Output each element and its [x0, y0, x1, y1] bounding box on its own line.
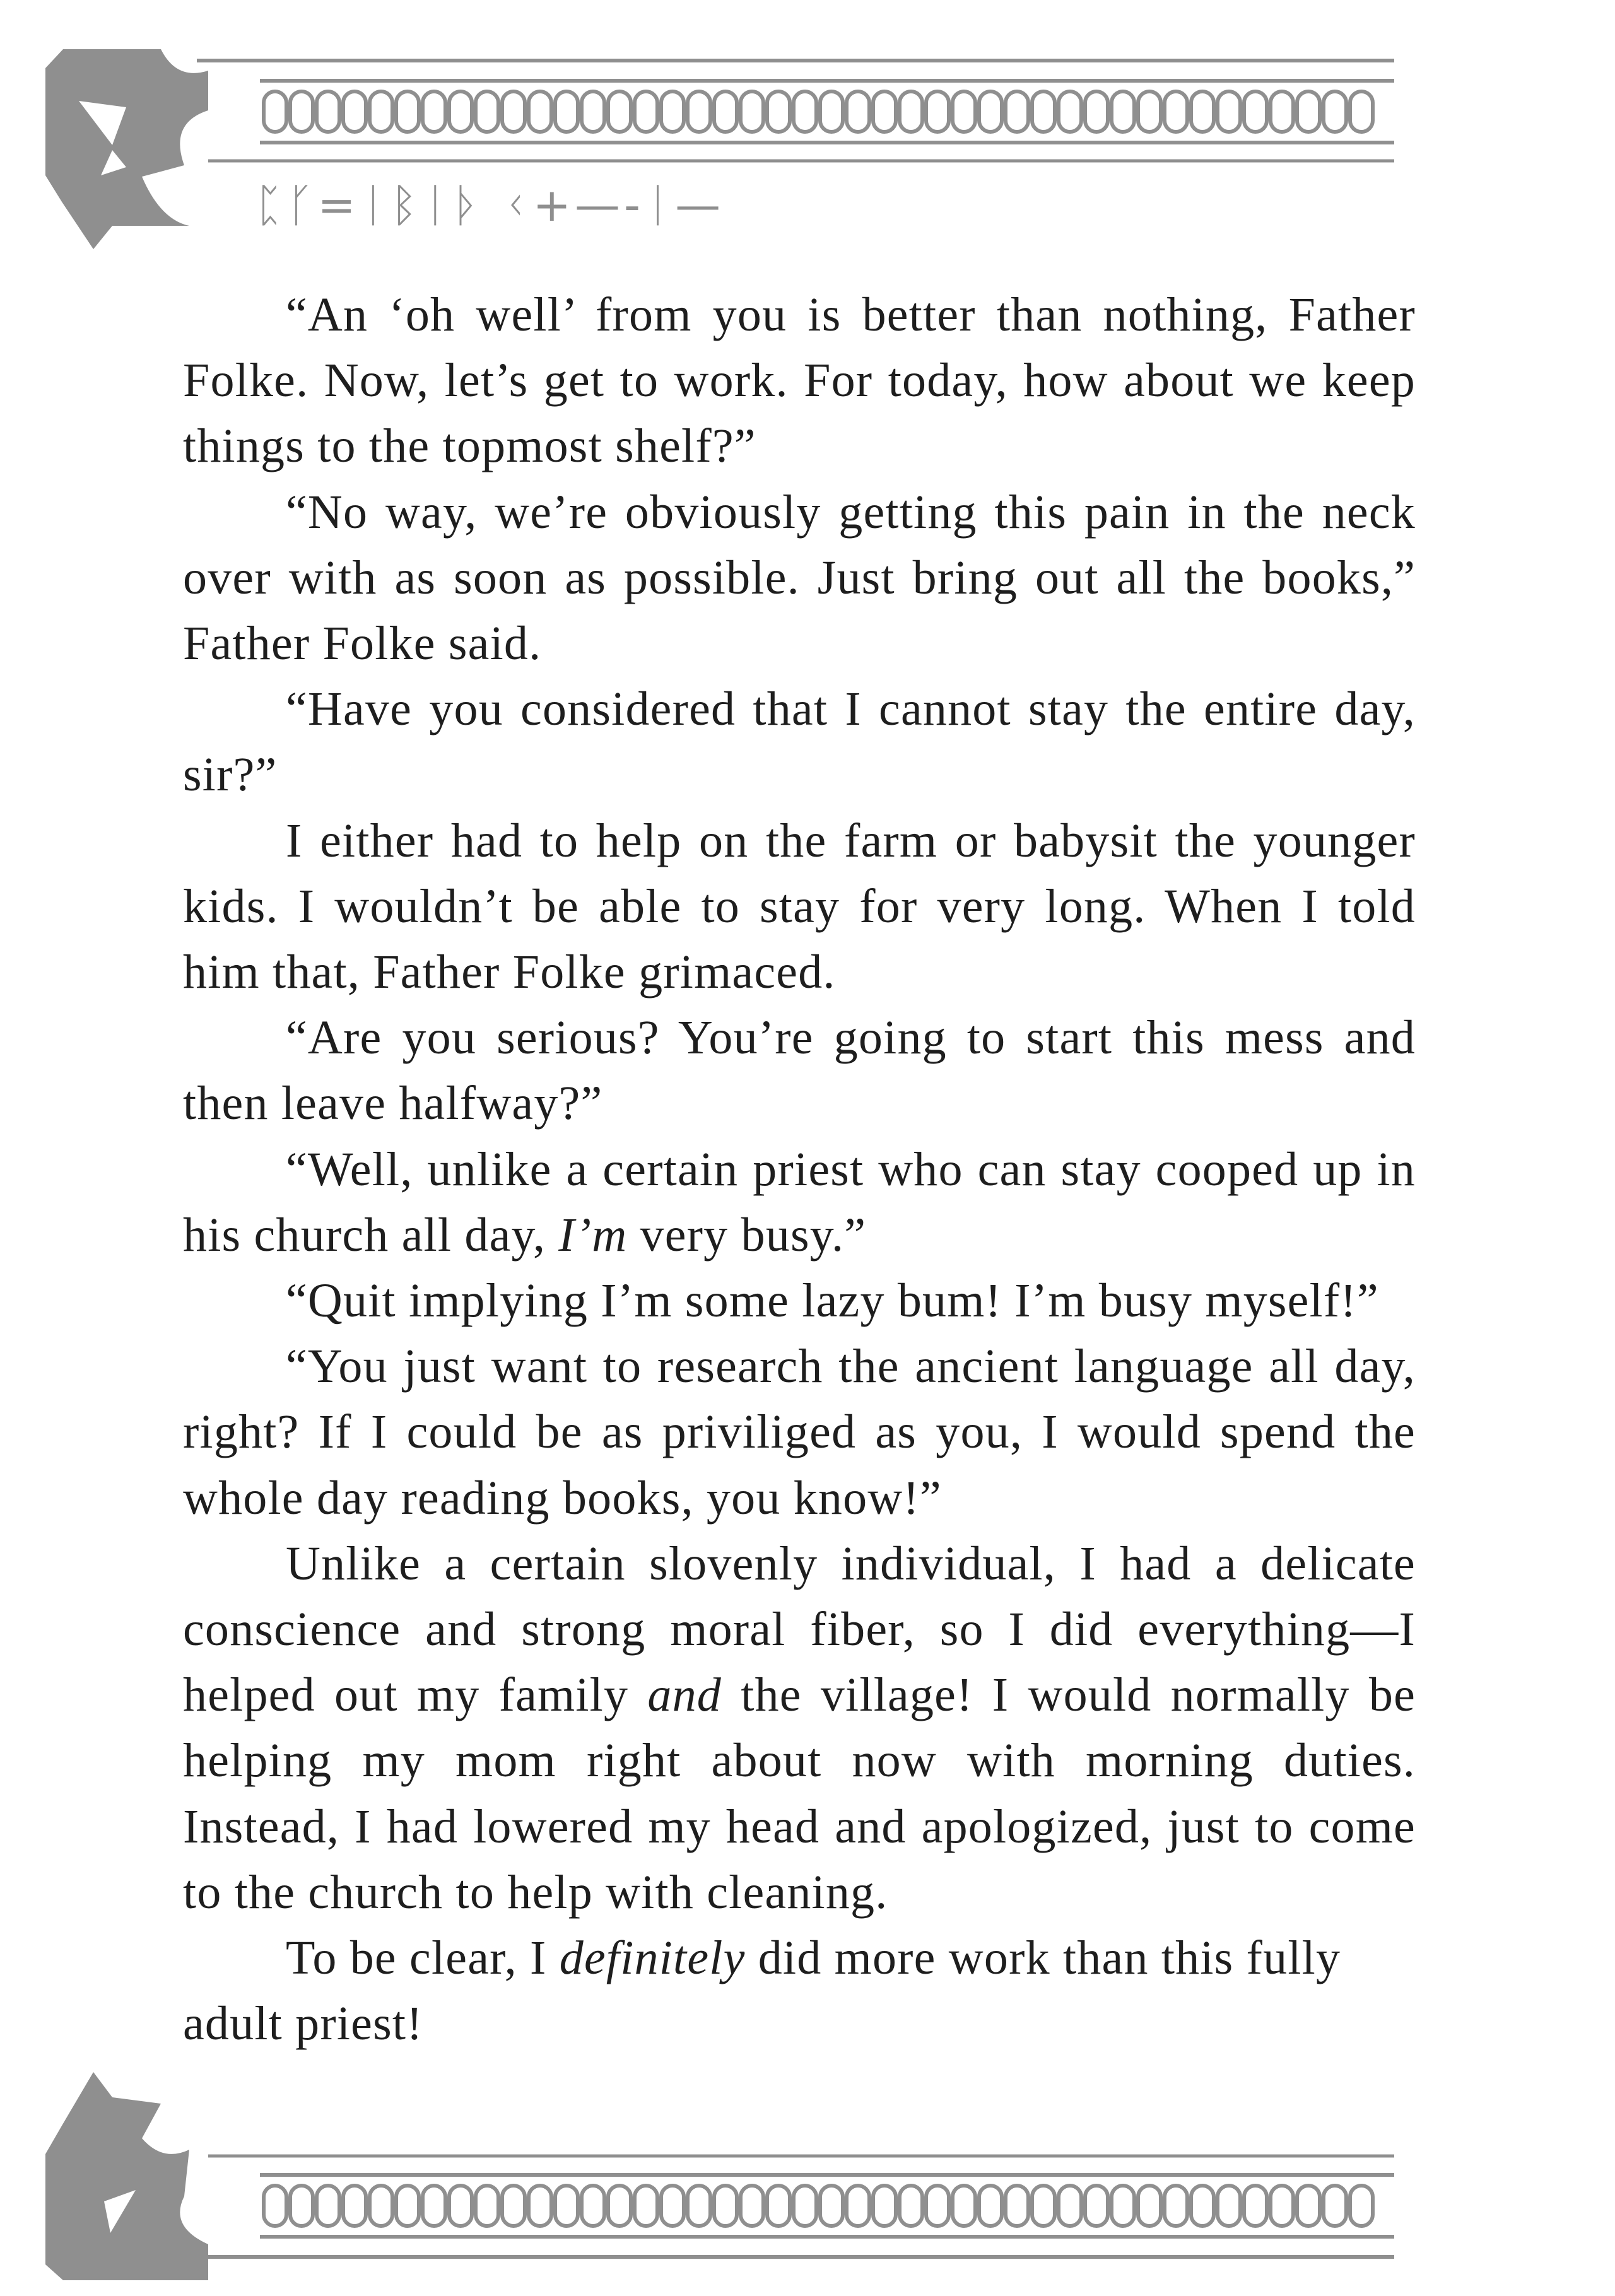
border-loop [1032, 91, 1055, 132]
body-text [183, 282, 1416, 2056]
border-loop [396, 91, 419, 132]
border-loop [741, 91, 763, 132]
border-loop [1244, 2186, 1267, 2226]
paragraph-text: I either had to help on the farm or babysit the younger kids. I wouldn’t be able to stay for very long. When I told him that, Father Folke grimaced. [183, 814, 1416, 999]
border-loop [449, 2186, 472, 2226]
border-loop [1324, 91, 1346, 132]
border-loop [767, 91, 790, 132]
border-loop [423, 91, 445, 132]
paragraph [183, 479, 1416, 677]
paragraph [183, 1268, 1416, 1333]
border-loop [264, 91, 286, 132]
border-loop [317, 91, 339, 132]
border-loop [264, 2186, 286, 2226]
border-loop [714, 91, 737, 132]
paragraph-text: “You just want to research the ancient language all day, right? If I could be as priviliged as you, I would spend the whole day reading books, you know!” [183, 1340, 1416, 1525]
border-loop [1271, 91, 1293, 132]
border-loop [688, 91, 710, 132]
border-loop [926, 91, 949, 132]
border-loop [794, 91, 816, 132]
border-loop [820, 91, 843, 132]
border-loop [688, 2186, 710, 2226]
border-loop [582, 91, 604, 132]
border-loop [1138, 91, 1161, 132]
paragraph-text: the village! I would normally be helping my mom right about now with morning duties. Instead, I had lowered my head and apologized, just to come to the church to help with cleaning. [183, 1668, 1416, 1919]
border-loop [1218, 2186, 1240, 2226]
border-loop [1085, 91, 1108, 132]
border-loop [1085, 2186, 1108, 2226]
border-loop [1244, 91, 1267, 132]
border-loop [661, 91, 684, 132]
paragraph-text: very busy.” [627, 1208, 867, 1262]
paragraph [183, 1531, 1416, 1925]
paragraph-text: “Well, unlike a certain priest who can stay cooped up in his church all day, [183, 1142, 1416, 1262]
paragraph-text: Unlike a certain slovenly individual, I had a delicate conscience and strong moral fiber, so I did everything—I helped out my family [183, 1537, 1416, 1722]
footer-decoration [0, 2044, 1615, 2296]
border-loop [979, 91, 1002, 132]
border-loop [873, 2186, 896, 2226]
border-loop [1032, 2186, 1055, 2226]
border-loop [847, 91, 869, 132]
border-loop [370, 91, 392, 132]
border-loop [953, 91, 975, 132]
border-loop [317, 2186, 339, 2226]
border-loop [926, 2186, 949, 2226]
border-loop [1006, 2186, 1028, 2226]
border-loop [873, 91, 896, 132]
border-loop [1138, 2186, 1161, 2226]
footer-border [197, 2156, 1394, 2257]
border-loop [1297, 91, 1320, 132]
paragraph [183, 808, 1416, 1005]
border-loop [1006, 91, 1028, 132]
corner-ornament-bottom [45, 2072, 208, 2280]
border-loop [847, 2186, 869, 2226]
border-loop [396, 2186, 419, 2226]
border-loop [1271, 2186, 1293, 2226]
border-loop [476, 91, 498, 132]
border-loop [555, 91, 578, 132]
paragraph-text: To be clear, I [286, 1931, 560, 1985]
border-loop [343, 91, 366, 132]
border-loop [1059, 2186, 1081, 2226]
emphasis-text: I’m [558, 1208, 628, 1262]
border-loop [1112, 2186, 1134, 2226]
corner-ornament-top [45, 49, 208, 249]
border-loop [449, 91, 472, 132]
border-loop [767, 2186, 790, 2226]
paragraph-text: did more work than this fully adult priest! [183, 1931, 1341, 2051]
border-loop [582, 2186, 604, 2226]
border-loop [820, 2186, 843, 2226]
border-loop [1324, 2186, 1346, 2226]
border-loop [1350, 2186, 1373, 2226]
border-loop [343, 2186, 366, 2226]
border-loop [794, 2186, 816, 2226]
border-loop [1191, 2186, 1214, 2226]
border-loop [714, 2186, 737, 2226]
border-loop [290, 2186, 313, 2226]
border-loop [1165, 91, 1187, 132]
border-loop [502, 2186, 525, 2226]
paragraph-text: “Are you serious? You’re going to start this mess and then leave halfway?” [183, 1011, 1416, 1130]
border-loop [423, 2186, 445, 2226]
border-loop [502, 91, 525, 132]
border-loop [290, 91, 313, 132]
border-loop [476, 2186, 498, 2226]
paragraph [183, 1925, 1416, 2056]
border-loop [1191, 91, 1214, 132]
border-loop [1059, 91, 1081, 132]
border-loop [608, 2186, 631, 2226]
emphasis-text: definitely [559, 1931, 746, 1985]
border-loop [635, 91, 657, 132]
paragraph-text: “An ‘oh well’ from you is better than nothing, Father Folke. Now, let’s get to work. For today, how about we keep things to the topmost shelf?” [183, 288, 1416, 473]
header-border [197, 61, 1394, 161]
border-loop [741, 2186, 763, 2226]
emphasis-text: and [647, 1668, 722, 1722]
border-loop [900, 91, 922, 132]
paragraph [183, 1005, 1416, 1136]
paragraph-text: “Have you considered that I cannot stay the entire day, sir?” [183, 682, 1416, 802]
header-decoration [0, 0, 1615, 303]
paragraph [183, 1333, 1416, 1531]
paragraph [183, 676, 1416, 807]
border-loop [555, 2186, 578, 2226]
border-loop [635, 2186, 657, 2226]
border-loop [1112, 91, 1134, 132]
border-loop [661, 2186, 684, 2226]
border-loop [529, 2186, 551, 2226]
border-loop [1218, 91, 1240, 132]
border-loop [1165, 2186, 1187, 2226]
paragraph-text: “Quit implying I’m some lazy bum! I’m busy myself!” [286, 1274, 1379, 1328]
paragraph [183, 282, 1416, 479]
border-loop [370, 2186, 392, 2226]
paragraph [183, 1137, 1416, 1268]
border-loop [1350, 91, 1373, 132]
border-loop [529, 91, 551, 132]
border-loop [1297, 2186, 1320, 2226]
border-loop [900, 2186, 922, 2226]
paragraph-text: “No way, we’re obviously getting this pain in the neck over with as soon as possible. Just bring out all the books,” Father Folke said. [183, 485, 1416, 671]
border-loop [953, 2186, 975, 2226]
border-loop [608, 91, 631, 132]
border-loop [979, 2186, 1002, 2226]
runic-caption: ᛈᚴ=ᛁᛒᛁᚦ ᚲ+—-ᛁ— [255, 179, 725, 231]
